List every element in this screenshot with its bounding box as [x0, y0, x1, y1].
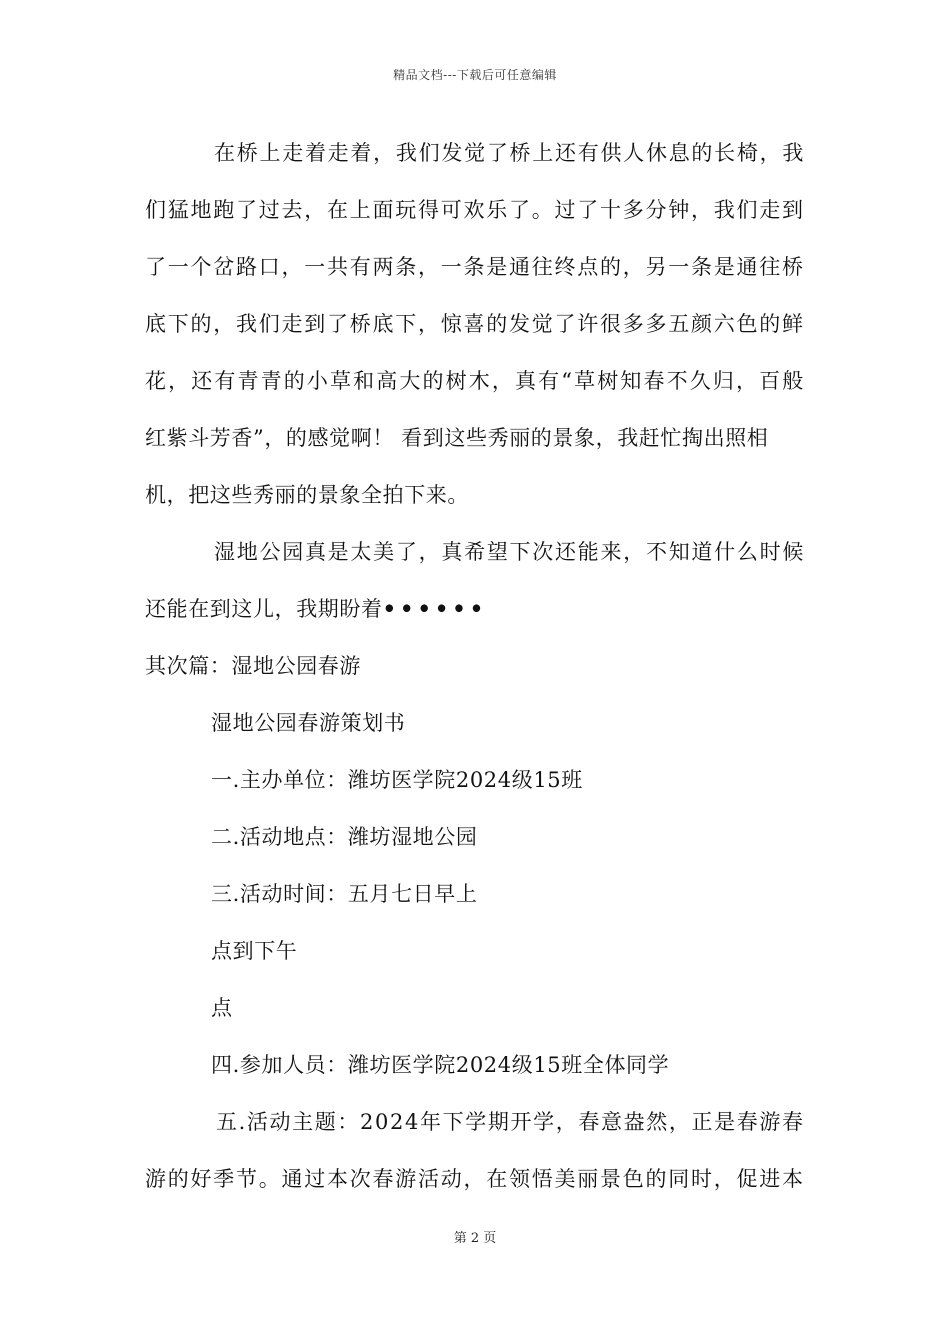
plan-title: 湿地公园春游策划书: [211, 711, 406, 735]
paragraph-line: 们 猛 地 跑 了 过 去 ， 在 上 面 玩 得 可 欢 乐 了 。 过 了 十 多 分 钟 ， 我 们 走 到: [145, 198, 804, 222]
plan-item-theme-continued: 游 的 好 季 节 。 通 过 本 次 春 游 活 动 ， 在 领 悟 美 丽 景 色 的 同 时 ， 促 进 本: [145, 1167, 804, 1191]
plan-item-location: 二.活动地点：潍坊湿地公园: [211, 825, 478, 849]
paragraph-text: 还能在到这儿，我期盼着: [145, 597, 383, 621]
plan-item-time-continued: 点: [211, 996, 233, 1020]
paragraph-line: 花 ， 还 有 青 青 的 小 草 和 高 大 的 树 木 ， 真 有 “ 草 树 知 春 不 久 归 ， 百 般: [145, 369, 804, 393]
paragraph-line: 在 桥 上 走 着 走 着 ， 我 们 发 觉 了 桥 上 还 有 供 人 休 息 的 长 椅 ， 我: [214, 141, 804, 165]
section-title: 其次篇：湿地公园春游: [145, 654, 361, 678]
plan-item-time-continued: 点到下午: [211, 939, 298, 963]
plan-item-organizer: 一.主办单位：潍坊医学院2024级15班: [211, 768, 583, 792]
plan-item-participants: 四.参加人员：潍坊医学院2024级15班全体同学: [211, 1053, 670, 1077]
plan-item-time: 三.活动时间：五月七日早上: [211, 882, 478, 906]
paragraph-line: 机，把这些秀丽的景象全拍下来。: [145, 483, 469, 507]
ellipsis-dots: ••••••: [382, 596, 488, 621]
page-header: 精品文档---下载后可任意编辑: [393, 68, 557, 82]
paragraph-line: 红紫斗芳香”，的感觉啊！ 看到这些秀丽的景象，我赶忙掏出照相: [145, 426, 769, 450]
plan-item-theme: 五 . 活 动 主 题 ： 2 0 2 4 年 下 学 期 开 学 ， 春 意 盎 然 ， 正 是 春 游 春: [216, 1110, 804, 1134]
paragraph-line: 了 一 个 岔 路 口 ， 一 共 有 两 条 ， 一 条 是 通 往 终 点 的 ， 另 一 条 是 通 往 桥: [145, 255, 804, 279]
page-number: 第 2 页: [453, 1231, 497, 1246]
paragraph-line-with-ellipsis: [145, 595, 487, 623]
paragraph-line: 湿 地 公 园 真 是 太 美 了 ， 真 希 望 下 次 还 能 来 ， 不 知 道 什 么 时 候: [214, 540, 804, 564]
paragraph-line: 底 下 的 ， 我 们 走 到 了 桥 底 下 ， 惊 喜 的 发 觉 了 许 很 多 多 五 颜 六 色 的 鲜: [145, 312, 804, 336]
